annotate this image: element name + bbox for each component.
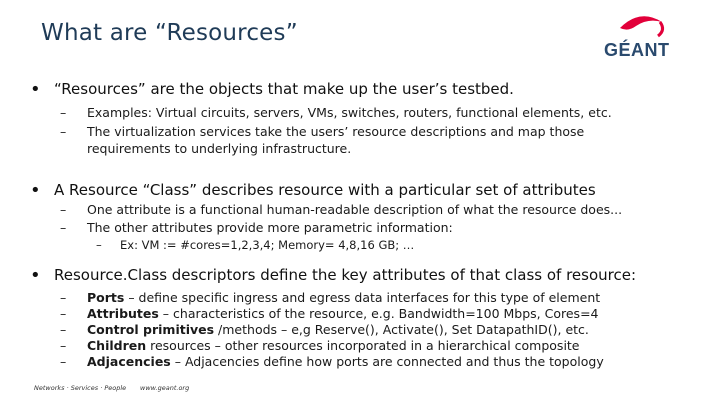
dash: – bbox=[60, 202, 67, 217]
dash: – bbox=[60, 124, 67, 139]
sub-text: The other attributes provide more parametric information: bbox=[87, 220, 453, 235]
dash: – bbox=[60, 354, 67, 369]
item-text: Attributes – characteristics of the resource, e.g. Bandwidth=100 Mbps, Cores=4 bbox=[87, 306, 599, 321]
sub-text: The virtualization services take the users’ resource descriptions and map those bbox=[87, 124, 585, 139]
dash: – bbox=[96, 238, 102, 252]
item-text: Children resources – other resources incorporated in a hierarchical composite bbox=[87, 338, 580, 353]
bullet-3-text: Resource.Class descriptors define the key attributes of that class of resource: bbox=[54, 266, 637, 284]
bullet-1-text: “Resources” are the objects that make up the user’s testbed. bbox=[54, 80, 514, 98]
dash: – bbox=[60, 306, 67, 321]
item-text: Ports – define specific ingress and egress data interfaces for this type of element bbox=[87, 290, 601, 305]
dash: – bbox=[60, 220, 67, 235]
dash: – bbox=[60, 290, 67, 305]
bullet-2-text: A Resource “Class” describes resource with a particular set of attributes bbox=[54, 181, 596, 199]
dash: – bbox=[60, 338, 67, 353]
dash: – bbox=[60, 105, 67, 120]
slide-title: What are “Resources” bbox=[41, 20, 298, 46]
dash: – bbox=[60, 322, 67, 337]
footer-url: www.geant.org bbox=[140, 384, 190, 392]
logo-text: GÉANT bbox=[604, 40, 670, 60]
sub-text: One attribute is a functional human-readable description of what the resource does... bbox=[87, 202, 623, 217]
bullet-dot: • bbox=[30, 265, 41, 286]
subsub-text: Ex: VM := #cores=1,2,3,4; Memory= 4,8,16 GB; … bbox=[120, 238, 415, 252]
footer-tagline: Networks · Services · People bbox=[34, 384, 127, 392]
sub-text: requirements to underlying infrastructure. bbox=[87, 141, 352, 156]
bullet-dot: • bbox=[30, 180, 41, 201]
sub-text: Examples: Virtual circuits, servers, VMs, switches, routers, functional elements, etc. bbox=[87, 105, 612, 120]
bullet-dot: • bbox=[30, 79, 41, 100]
item-text: Control primitives /methods – e,g Reserve(), Activate(), Set DatapathID(), etc. bbox=[87, 322, 589, 337]
item-text: Adjacencies – Adjacencies define how ports are connected and thus the topology bbox=[87, 354, 604, 369]
